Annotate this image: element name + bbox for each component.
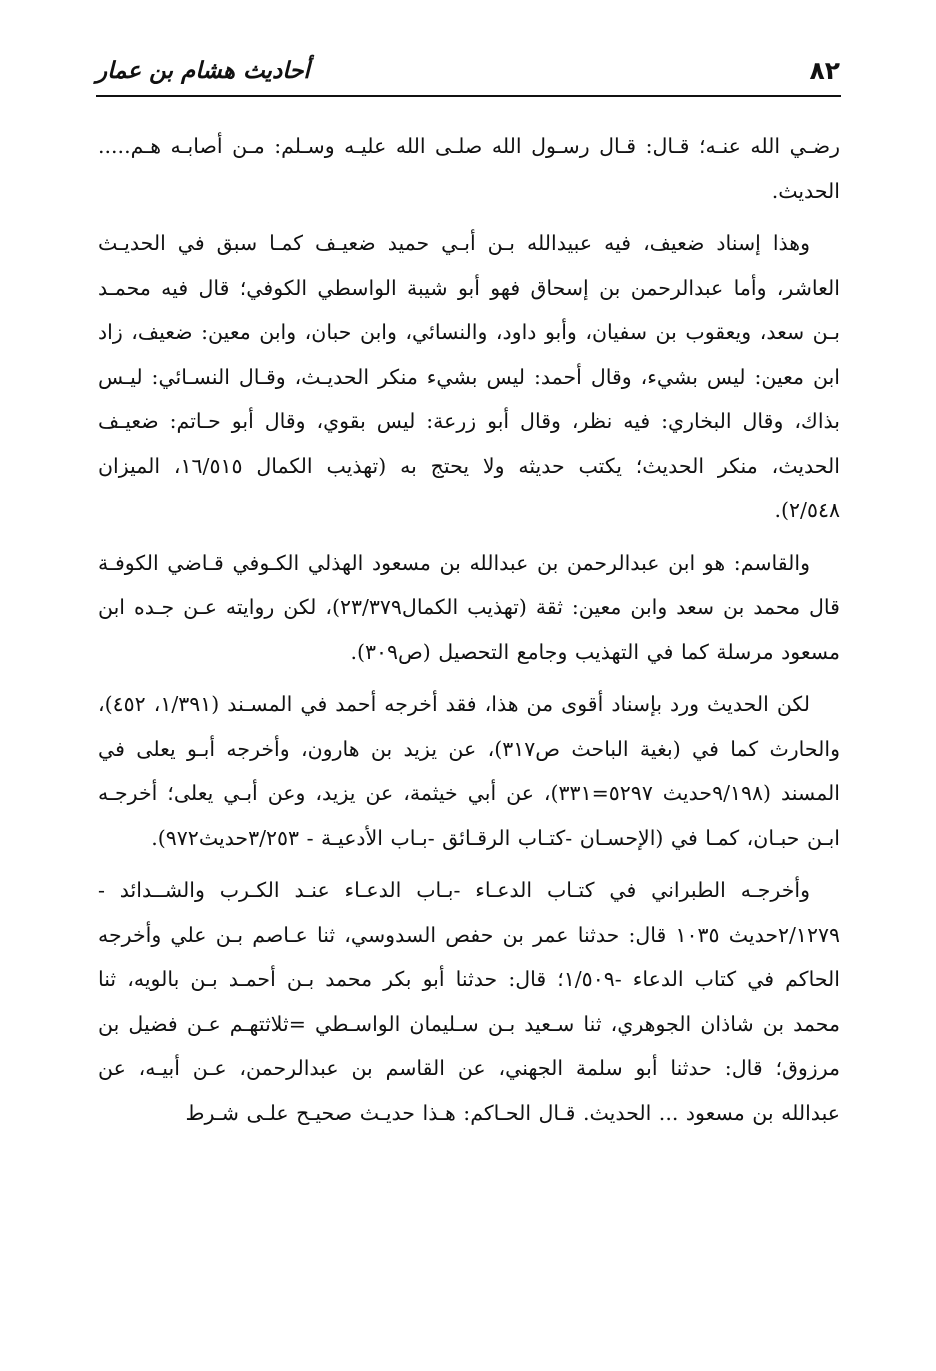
page-number: ٨٢ (809, 56, 840, 85)
page-body (98, 124, 840, 1143)
paragraph-2: وهذا إسناد ضعيف، فيه عبيدالله بـن أبـي حميد ضعيـف كمـا سبق في الحديـث العاشر، وأما عبدالرحمن بن إسحاق فهو أبو شيبة الواسطي الكوفي؛ قال فيه محمـد بـن سعد، ويعقوب بن سفيان، وأبو داود، والنسائي، وابن حبان، وابن معين: ضعيف، زاد ابن معين: ليس بشيء، وقال أحمد: ليس بشيء منكر الحديـث، وقـال النسـائي: ليـس بذاك، وقال البخاري: فيه نظر، وقال أبو زرعة: ليس بقوي، وقال أبو حـاتم: ضعيـف الحديث، منكر الحديث؛ يكتب حديثه ولا يحتج به (تهذيب الكمال ١٦/٥١٥، الميزان ٢/٥٤٨). (98, 231, 840, 522)
paragraph-1: رضـي الله عنـه؛ قـال: قـال رسـول الله صلـى الله عليـه وسـلم: مـن أصابـه هـم..... الحديث. (98, 134, 840, 203)
paragraph-5: وأخرجـه الطبراني في كتـاب الدعـاء -بـاب الدعـاء عنـد الكـرب والشــدائد - ٢/١٢٧٩حديث ١٠٣٥ قال: حدثنا عمر بن حفص السدوسي، ثنا عـاصم بـن علي وأخرجه الحاكم في كتاب الدعاء -١/٥٠٩؛ قال: حدثنا أبو بكر محمد بـن أحمـد بـن بالويه، ثنا محمد بن شاذان الجوهري، ثنا سـعيد بـن سـليمان الواسـطي =ثلاثتهـم عـن فضيل بن مرزوق؛ قال: حدثنا أبو سلمة الجهني، عن القاسم بن عبدالرحمن، عـن أبيـه، عن عبدالله بن مسعود ... الحديث. قـال الحـاكم: هـذا حديـث صحيـح علـى شـرط (98, 878, 840, 1125)
page-header (96, 52, 840, 94)
paragraph-4: لكن الحديث ورد بإسناد أقوى من هذا، فقد أخرجه أحمد في المسـند (١/٣٩١، ٤٥٢)، والحارث كما في (بغية الباحث ص٣١٧)، عن يزيد بن هارون، وأخرجه أبـو يعلى في المسند (٩/١٩٨حديث ٥٢٩٧=٣٣١)، عن أبي خيثمة، عن يزيد، وعن أبـي يعلى؛ أخرجـه ابـن حبـان، كمـا في (الإحسـان -كتـاب الرقـائق -بـاب الأدعيـة - ٣/٢٥٣حديث٩٧٢). (98, 692, 841, 850)
running-title: أحاديث هشام بن عمار (96, 58, 310, 84)
header-divider (96, 95, 841, 97)
paragraph-3: والقاسم: هو ابن عبدالرحمن بن عبدالله بن مسعود الهذلي الكـوفي قـاضي الكوفـة قال محمد بن سعد وابن معين: ثقة (تهذيب الكمال٢٣/٣٧٩)، لكن روايته عـن جـده ابن مسعود مرسلة كما في التهذيب وجامع التحصيل (ص٣٠٩). (98, 550, 840, 664)
